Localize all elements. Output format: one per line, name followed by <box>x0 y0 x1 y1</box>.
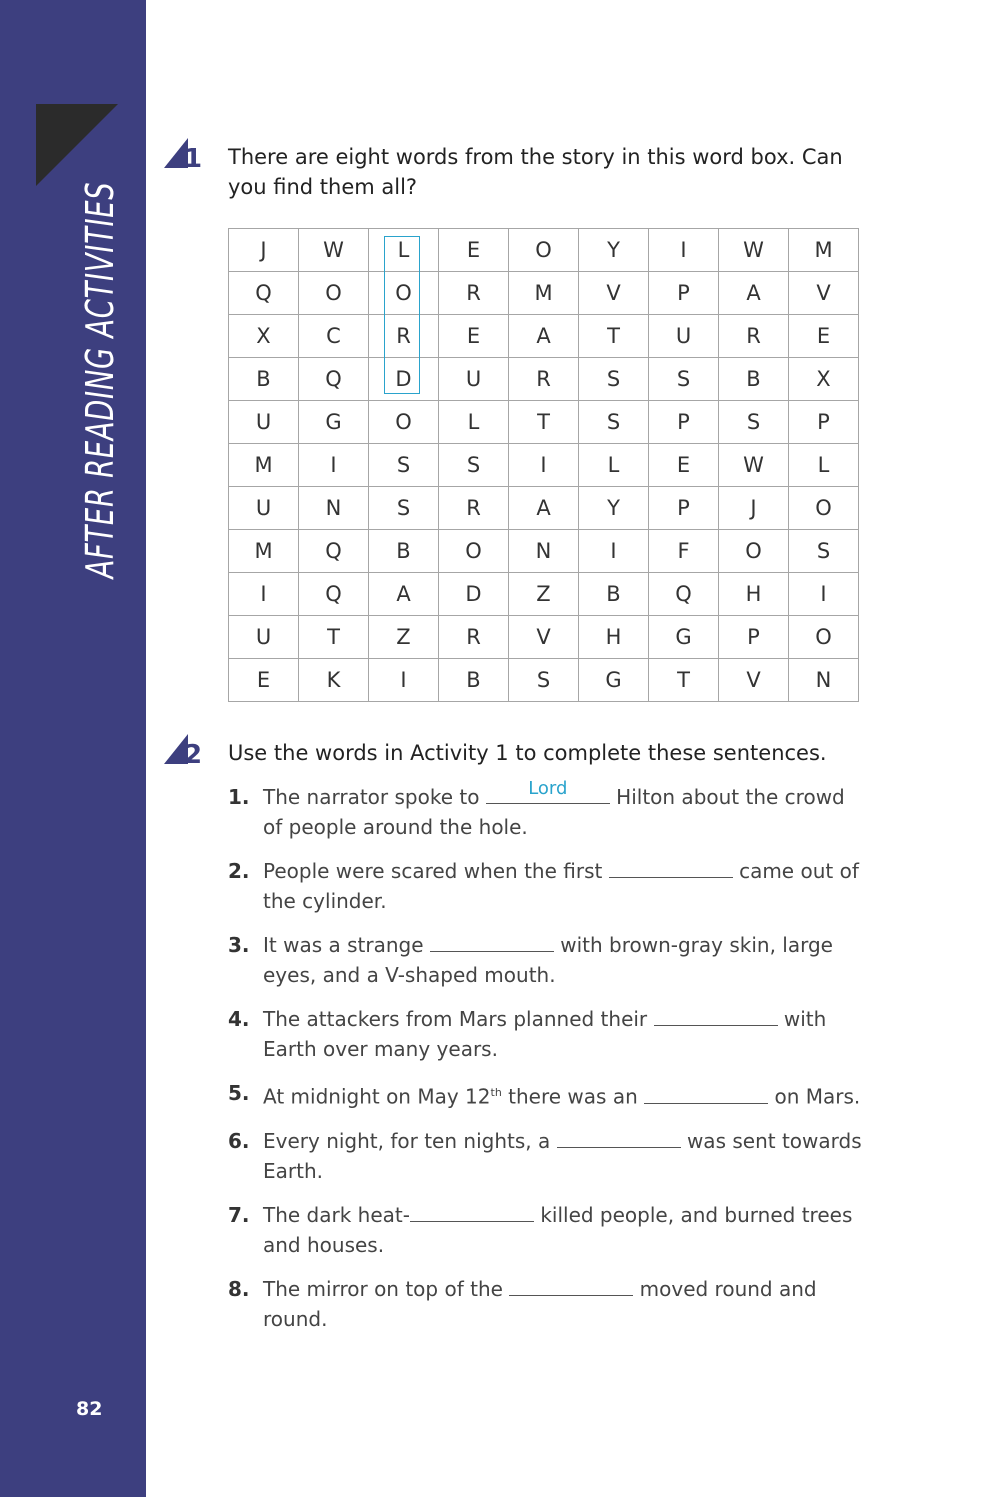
grid-cell[interactable]: R <box>439 616 509 659</box>
grid-cell[interactable]: I <box>579 530 649 573</box>
grid-cell[interactable]: V <box>579 272 649 315</box>
grid-cell[interactable]: S <box>369 487 439 530</box>
sentence-item <box>228 1004 868 1064</box>
answer-text: Lord <box>528 778 568 799</box>
grid-cell[interactable]: B <box>369 530 439 573</box>
grid-row <box>229 530 859 573</box>
grid-row <box>229 487 859 530</box>
grid-cell[interactable]: X <box>789 358 859 401</box>
answer-blank[interactable] <box>557 1127 681 1148</box>
grid-cell[interactable]: I <box>649 229 719 272</box>
sentence-number: 4. <box>228 1007 250 1031</box>
grid-cell[interactable]: L <box>439 401 509 444</box>
grid-cell[interactable]: P <box>649 487 719 530</box>
activity-1-instruction: There are eight words from the story in this word box. Can you find them all? <box>228 145 843 199</box>
grid-cell[interactable]: T <box>509 401 579 444</box>
sentence-number: 1. <box>228 785 250 809</box>
sentence-text-before: The attackers from Mars planned their <box>263 1007 654 1031</box>
grid-row <box>229 401 859 444</box>
grid-cell[interactable]: S <box>789 530 859 573</box>
grid-cell[interactable]: E <box>439 315 509 358</box>
grid-cell[interactable]: S <box>719 401 789 444</box>
page-number: 82 <box>76 1398 103 1420</box>
grid-cell[interactable]: P <box>789 401 859 444</box>
grid-cell[interactable]: O <box>789 487 859 530</box>
grid-cell[interactable]: H <box>579 616 649 659</box>
grid-cell[interactable]: R <box>509 358 579 401</box>
grid-cell[interactable]: Y <box>579 487 649 530</box>
activity-2-instruction: Use the words in Activity 1 to complete these sentences. <box>228 741 827 765</box>
grid-cell[interactable]: V <box>789 272 859 315</box>
grid-cell[interactable]: S <box>649 358 719 401</box>
grid-cell[interactable]: T <box>649 659 719 702</box>
sentence-text-after: killed people, and burned trees and houses. <box>263 1202 853 1257</box>
grid-cell[interactable]: B <box>719 358 789 401</box>
grid-cell[interactable]: M <box>509 272 579 315</box>
grid-cell[interactable]: B <box>229 358 299 401</box>
sentence-text-after: with Earth over many years. <box>263 1007 827 1061</box>
grid-cell[interactable]: N <box>299 487 369 530</box>
word-search-grid <box>228 228 859 702</box>
grid-cell[interactable]: M <box>229 530 299 573</box>
sentence-number: 3. <box>228 933 250 957</box>
sentence-number: 5. <box>228 1081 250 1105</box>
grid-cell[interactable]: O <box>509 229 579 272</box>
sentence-text-before: Every night, for ten nights, a <box>263 1128 557 1153</box>
grid-cell[interactable]: D <box>369 358 439 401</box>
grid-cell[interactable]: Q <box>649 573 719 616</box>
grid-cell[interactable]: O <box>299 272 369 315</box>
sentence-text-after: was sent towards Earth. <box>263 1128 862 1183</box>
grid-row <box>229 315 859 358</box>
grid-row <box>229 659 859 702</box>
grid-cell[interactable]: Q <box>299 573 369 616</box>
grid-cell[interactable]: P <box>649 272 719 315</box>
grid-cell[interactable]: A <box>509 315 579 358</box>
grid-cell[interactable]: S <box>439 444 509 487</box>
grid-cell[interactable]: O <box>369 401 439 444</box>
grid-cell[interactable]: W <box>299 229 369 272</box>
answer-blank[interactable] <box>430 931 554 952</box>
grid-cell[interactable]: U <box>229 487 299 530</box>
grid-cell[interactable]: T <box>579 315 649 358</box>
grid-cell[interactable]: B <box>579 573 649 616</box>
grid-cell[interactable]: J <box>229 229 299 272</box>
grid-cell[interactable]: R <box>439 487 509 530</box>
sentence-item <box>228 1200 868 1260</box>
grid-cell[interactable]: M <box>229 444 299 487</box>
grid-cell[interactable]: Z <box>369 616 439 659</box>
grid-cell[interactable]: I <box>369 659 439 702</box>
grid-cell[interactable]: V <box>509 616 579 659</box>
grid-cell[interactable]: O <box>789 616 859 659</box>
grid-cell[interactable]: K <box>299 659 369 702</box>
grid-cell[interactable]: I <box>789 573 859 616</box>
grid-row <box>229 358 859 401</box>
grid-cell[interactable]: I <box>229 573 299 616</box>
grid-row <box>229 229 859 272</box>
grid-cell[interactable]: B <box>439 659 509 702</box>
sentence-text-after: with brown-gray skin, large eyes, and a V-shaped mouth. <box>263 933 833 987</box>
activity-2-number: 2 <box>184 740 203 770</box>
answer-blank[interactable] <box>609 857 733 878</box>
grid-cell[interactable]: I <box>299 444 369 487</box>
grid-cell[interactable]: O <box>719 530 789 573</box>
sentence-text-before-2: there was an <box>501 1084 645 1109</box>
grid-cell[interactable]: T <box>299 616 369 659</box>
sentence-text-after: came out of the cylinder. <box>263 859 859 913</box>
sentence-text-before: The mirror on top of the <box>263 1276 510 1301</box>
answer-blank[interactable] <box>654 1005 778 1026</box>
grid-cell[interactable]: W <box>719 229 789 272</box>
activity-1-icon <box>162 134 203 174</box>
grid-cell[interactable]: Y <box>579 229 649 272</box>
grid-cell[interactable]: I <box>509 444 579 487</box>
sentence-number: 8. <box>228 1276 250 1301</box>
sentence-item <box>228 778 868 842</box>
grid-cell[interactable]: U <box>229 401 299 444</box>
grid-cell[interactable]: N <box>509 530 579 573</box>
grid-cell[interactable]: L <box>789 444 859 487</box>
grid-cell[interactable]: A <box>509 487 579 530</box>
grid-cell[interactable]: E <box>789 315 859 358</box>
grid-cell[interactable]: E <box>649 444 719 487</box>
grid-cell[interactable]: U <box>439 358 509 401</box>
activity-2-icon <box>162 730 203 770</box>
ordinal-suffix: th <box>490 1086 502 1099</box>
grid-cell[interactable]: J <box>719 487 789 530</box>
grid-cell[interactable]: S <box>369 444 439 487</box>
sentence-item <box>228 1126 868 1186</box>
grid-cell[interactable]: C <box>299 315 369 358</box>
grid-cell[interactable]: R <box>439 272 509 315</box>
answer-blank[interactable] <box>410 1201 534 1222</box>
grid-cell[interactable]: A <box>719 272 789 315</box>
sentence-item <box>228 1274 868 1334</box>
sentence-text-after: on Mars. <box>768 1084 861 1109</box>
sentence-text-before: People were scared when the first <box>263 859 609 883</box>
sentence-list <box>228 778 868 1348</box>
grid-cell[interactable]: V <box>719 659 789 702</box>
grid-row <box>229 444 859 487</box>
grid-cell[interactable]: Z <box>509 573 579 616</box>
grid-cell[interactable]: N <box>789 659 859 702</box>
answer-blank[interactable] <box>486 778 610 804</box>
sentence-number: 7. <box>228 1202 250 1227</box>
sentence-text-before: At midnight on May 12 <box>263 1084 491 1109</box>
activity-1-number: 1 <box>184 144 203 174</box>
grid-cell[interactable]: E <box>439 229 509 272</box>
grid-row <box>229 616 859 659</box>
grid-cell[interactable]: G <box>649 616 719 659</box>
grid-cell[interactable]: P <box>719 616 789 659</box>
sentence-number: 2. <box>228 859 250 883</box>
grid-cell[interactable]: M <box>789 229 859 272</box>
grid-cell[interactable]: S <box>509 659 579 702</box>
grid-cell[interactable]: G <box>299 401 369 444</box>
answer-blank[interactable] <box>509 1275 633 1296</box>
answer-blank[interactable] <box>644 1083 768 1104</box>
sidebar-title: AFTER READING ACTIVITIES <box>78 181 122 579</box>
sentence-text-after: Hilton about the crowd of people around the hole. <box>263 785 845 839</box>
grid-cell[interactable]: S <box>579 358 649 401</box>
grid-row <box>229 272 859 315</box>
grid-row <box>229 573 859 616</box>
grid-cell[interactable]: A <box>369 573 439 616</box>
grid-cell[interactable]: F <box>649 530 719 573</box>
grid-cell[interactable]: E <box>229 659 299 702</box>
grid-cell[interactable]: Q <box>299 530 369 573</box>
grid-cell[interactable]: R <box>719 315 789 358</box>
grid-cell[interactable]: S <box>579 401 649 444</box>
sentence-text-before: It was a strange <box>263 933 430 957</box>
grid-cell[interactable]: L <box>369 229 439 272</box>
sentence-item <box>228 856 868 916</box>
grid-cell[interactable]: D <box>439 573 509 616</box>
grid-cell[interactable]: U <box>649 315 719 358</box>
sentence-text-before: The dark heat- <box>263 1202 410 1227</box>
sentence-text-before: The narrator spoke to <box>263 785 486 809</box>
grid-cell[interactable]: W <box>719 444 789 487</box>
grid-cell[interactable]: L <box>579 444 649 487</box>
grid-cell[interactable]: X <box>229 315 299 358</box>
grid-cell[interactable]: P <box>649 401 719 444</box>
grid-cell[interactable]: H <box>719 573 789 616</box>
grid-cell[interactable]: O <box>439 530 509 573</box>
sentence-item <box>228 930 868 990</box>
grid-cell[interactable]: Q <box>229 272 299 315</box>
grid-cell[interactable]: Q <box>299 358 369 401</box>
grid-cell[interactable]: O <box>369 272 439 315</box>
sentence-item <box>228 1078 868 1112</box>
sentence-number: 6. <box>228 1128 250 1153</box>
grid-cell[interactable]: U <box>229 616 299 659</box>
sidebar <box>0 0 146 1497</box>
grid-cell[interactable]: R <box>369 315 439 358</box>
found-word-highlight <box>384 236 420 394</box>
grid-cell[interactable]: G <box>579 659 649 702</box>
sentence-text-after: moved round and round. <box>263 1276 817 1331</box>
